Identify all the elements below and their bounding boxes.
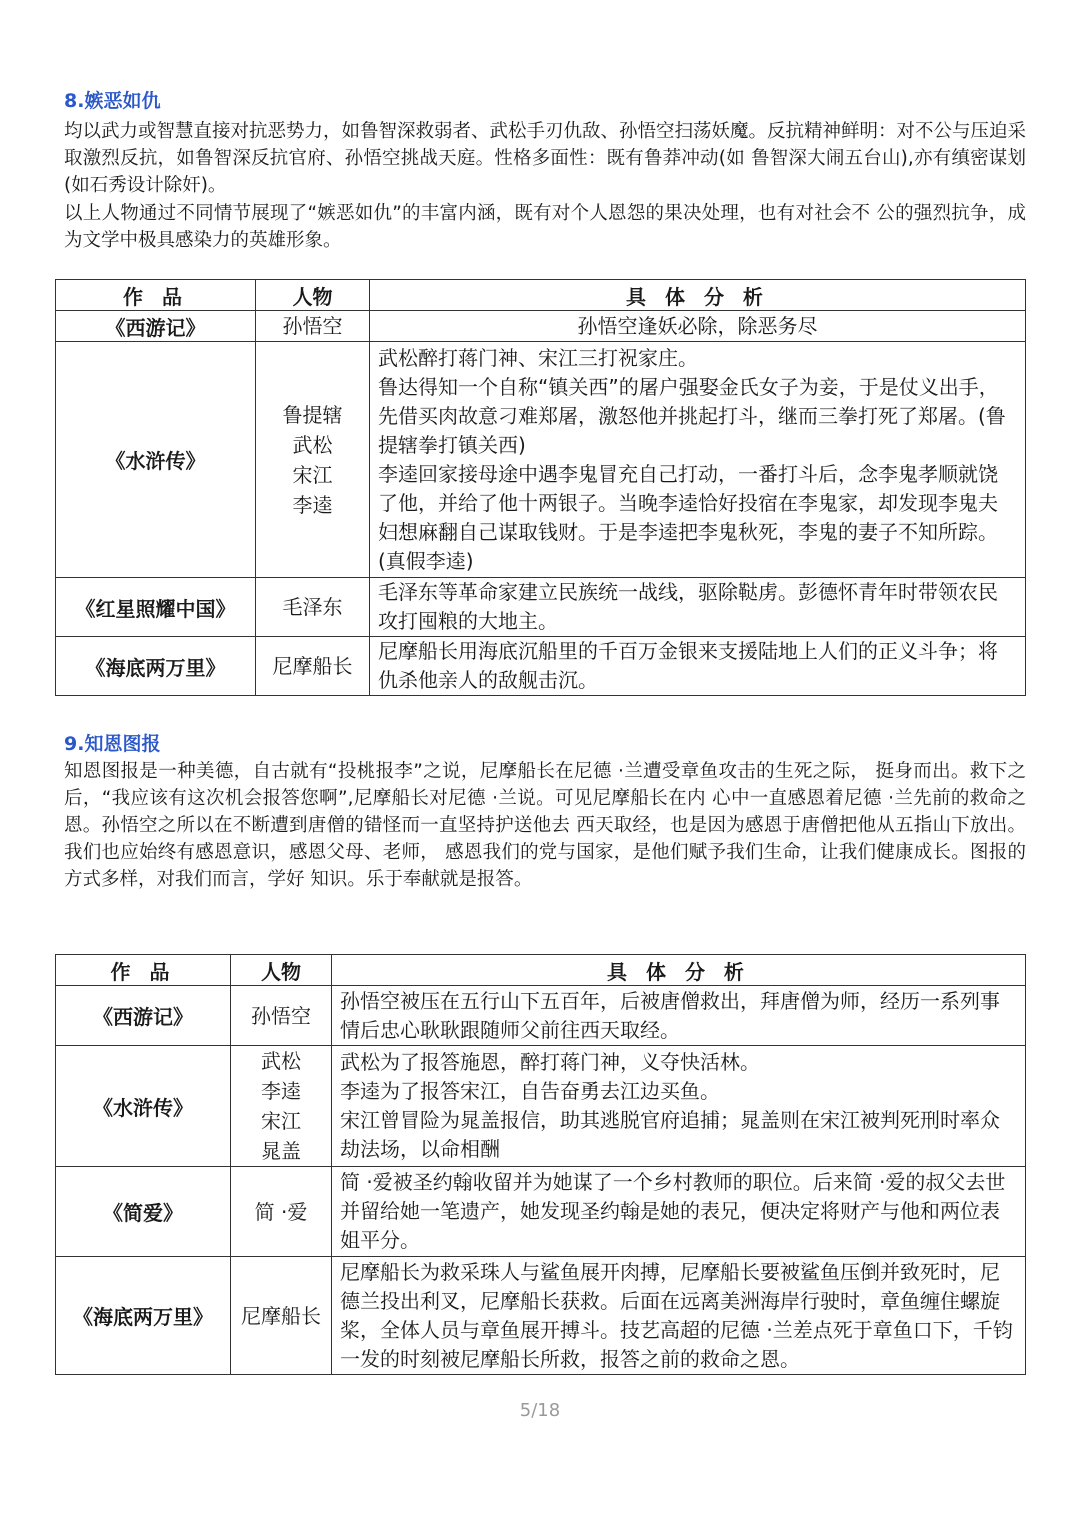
person-name: 鲁提辖 <box>282 402 343 427</box>
person-name: 尼摩船长 <box>256 637 370 696</box>
work-title: 《西游记》 <box>56 986 231 1046</box>
header-work: 作 品 <box>56 280 256 311</box>
table-row <box>56 986 1026 1046</box>
person-name: 孙悟空 <box>256 311 370 342</box>
table-row <box>56 637 1026 696</box>
detail-text: 武松醉打蒋门神、宋江三打祝家庄。 <box>378 345 698 370</box>
detail-list <box>370 342 1026 578</box>
section-8-title: 8.嫉恶如仇 <box>64 90 161 112</box>
table-row <box>56 1046 1026 1167</box>
header-work: 作 品 <box>56 955 231 986</box>
person-name: 李逵 <box>261 1079 301 1103</box>
table-row <box>56 1167 1026 1257</box>
person-list <box>256 342 370 578</box>
detail-text: 尼摩船长用海底沉船里的千百万金银来支援陆地上人们的正义斗争；将仇杀他亲人的敌舰击沉。 <box>370 637 1026 696</box>
work-title: 《海底两万里》 <box>56 1257 231 1375</box>
table-row <box>56 578 1026 637</box>
header-person: 人物 <box>256 280 370 311</box>
person-name: 毛泽东 <box>256 578 370 637</box>
header-detail: 具 体 分 析 <box>370 280 1026 311</box>
person-name: 武松 <box>261 1049 301 1073</box>
work-title: 《水浒传》 <box>56 342 256 578</box>
table-row <box>56 342 1026 578</box>
detail-text: 尼摩船长为救采珠人与鲨鱼展开肉搏，尼摩船长要被鲨鱼压倒并致死时，尼德兰投出利叉，尼摩船长获救。后面在远离美洲海岸行驶时，章鱼缠住螺旋桨，全体人员与章鱼展开搏斗。技艺高超的尼德 ·兰差点死于章鱼口下，千钧一发的时刻被尼摩船长所救，报答之前的救命之恩。 <box>332 1257 1026 1375</box>
person-name: 尼摩船长 <box>231 1257 332 1375</box>
detail-text: 孙悟空逢妖必除，除恶务尽 <box>370 311 1026 342</box>
person-name: 晁盖 <box>261 1139 301 1163</box>
detail-text: 李逵回家接母途中遇李鬼冒充自己打动，一番打斗后，念李鬼孝顺就饶了他，并给了他十两银子。当晚李逵恰好投宿在李鬼家，却发现李鬼夫妇想麻翻自己谋取钱财。于是李逵把李鬼秋死，李鬼的妻子不知所踪。(真假李逵) <box>378 461 998 573</box>
table-header-row <box>56 280 1026 311</box>
page-number: 5/18 <box>519 1400 561 1421</box>
person-name: 简 ·爱 <box>231 1167 332 1257</box>
detail-text: 宋江曾冒险为晁盖报信，助其逃脱官府追捕；晁盖则在宋江被判死刑时率众劫法场，以命相酬 <box>340 1108 1000 1161</box>
table-hate-evil <box>55 279 1026 696</box>
detail-text: 武松为了报答施恩，醉打蒋门神，义夺快活林。 <box>340 1050 760 1074</box>
table-header-row <box>56 955 1026 986</box>
header-person: 人物 <box>231 955 332 986</box>
detail-list <box>332 1046 1026 1167</box>
table-row <box>56 311 1026 342</box>
detail-text: 孙悟空被压在五行山下五百年，后被唐僧救出，拜唐僧为师，经历一系列事情后忠心耿耿跟随师父前往西天取经。 <box>332 986 1026 1046</box>
table-gratitude <box>55 954 1026 1375</box>
section-9-paragraph: 知恩图报是一种美德，自古就有“投桃报李”之说，尼摩船长在尼德 ·兰遭受章鱼攻击的生死之际， 挺身而出。救下之后，“我应该有这次机会报答您啊”,尼摩船长对尼德 ·兰说。可见尼摩船长在内 心中一直感恩着尼德 ·兰先前的救命之恩。孙悟空之所以在不断遭到唐僧的错怪而一直坚持护送他去 西天取经，也是因为感恩于唐僧把他从五指山下放出。我们也应始终有感恩意识，感恩父母、老师， 感恩我们的党与国家，是他们赋予我们生命，让我们健康成长。图报的方式多样，对我们而言，学好 知识。乐于奉献就是报答。 <box>64 761 1026 890</box>
table-row <box>56 1257 1026 1375</box>
section-9-title: 9.知恩图报 <box>64 733 161 755</box>
work-title: 《水浒传》 <box>56 1046 231 1167</box>
detail-text: 简 ·爱被圣约翰收留并为她谋了一个乡村教师的职位。后来简 ·爱的叔父去世并留给她一笔遗产，她发现圣约翰是她的表兄，便决定将财产与他和两位表姐平分。 <box>332 1167 1026 1257</box>
person-list <box>231 1046 332 1167</box>
section-8-paragraph-1: 均以武力或智慧直接对抗恶势力，如鲁智深救弱者、武松手刃仇敌、孙悟空扫荡妖魔。反抗精神鲜明：对不公与压迫采取激烈反抗，如鲁智深反抗官府、孙悟空挑战天庭。性格多面性：既有鲁莽冲动(如 鲁智深大闹五台山),亦有缜密谋划(如石秀设计除奸)。 <box>64 121 1027 196</box>
work-title: 《西游记》 <box>56 311 256 342</box>
header-detail: 具 体 分 析 <box>332 955 1026 986</box>
work-title: 《海底两万里》 <box>56 637 256 696</box>
person-name: 孙悟空 <box>231 986 332 1046</box>
detail-text: 鲁达得知一个自称“镇关西”的屠户强娶金氏女子为妾，于是仗义出手，先借买肉故意刁难郑屠，激怒他并挑起打斗，继而三拳打死了郑屠。(鲁提辖拳打镇关西) <box>378 374 1006 457</box>
section-8-paragraph-2: 以上人物通过不同情节展现了“嫉恶如仇”的丰富内涵，既有对个人恩怨的果决处理，也有对社会不 公的强烈抗争，成为文学中极具感染力的英雄形象。 <box>64 203 1026 251</box>
work-title: 《简爱》 <box>56 1167 231 1257</box>
person-name: 李逵 <box>292 492 333 517</box>
person-name: 武松 <box>292 432 333 457</box>
detail-text: 毛泽东等革命家建立民族统一战线，驱除鞑虏。彭德怀青年时带领农民攻打囤粮的大地主。 <box>370 578 1026 637</box>
work-title: 《红星照耀中国》 <box>56 578 256 637</box>
person-name: 宋江 <box>292 462 333 487</box>
person-name: 宋江 <box>261 1109 301 1133</box>
detail-text: 李逵为了报答宋江，自告奋勇去江边买鱼。 <box>340 1079 720 1103</box>
